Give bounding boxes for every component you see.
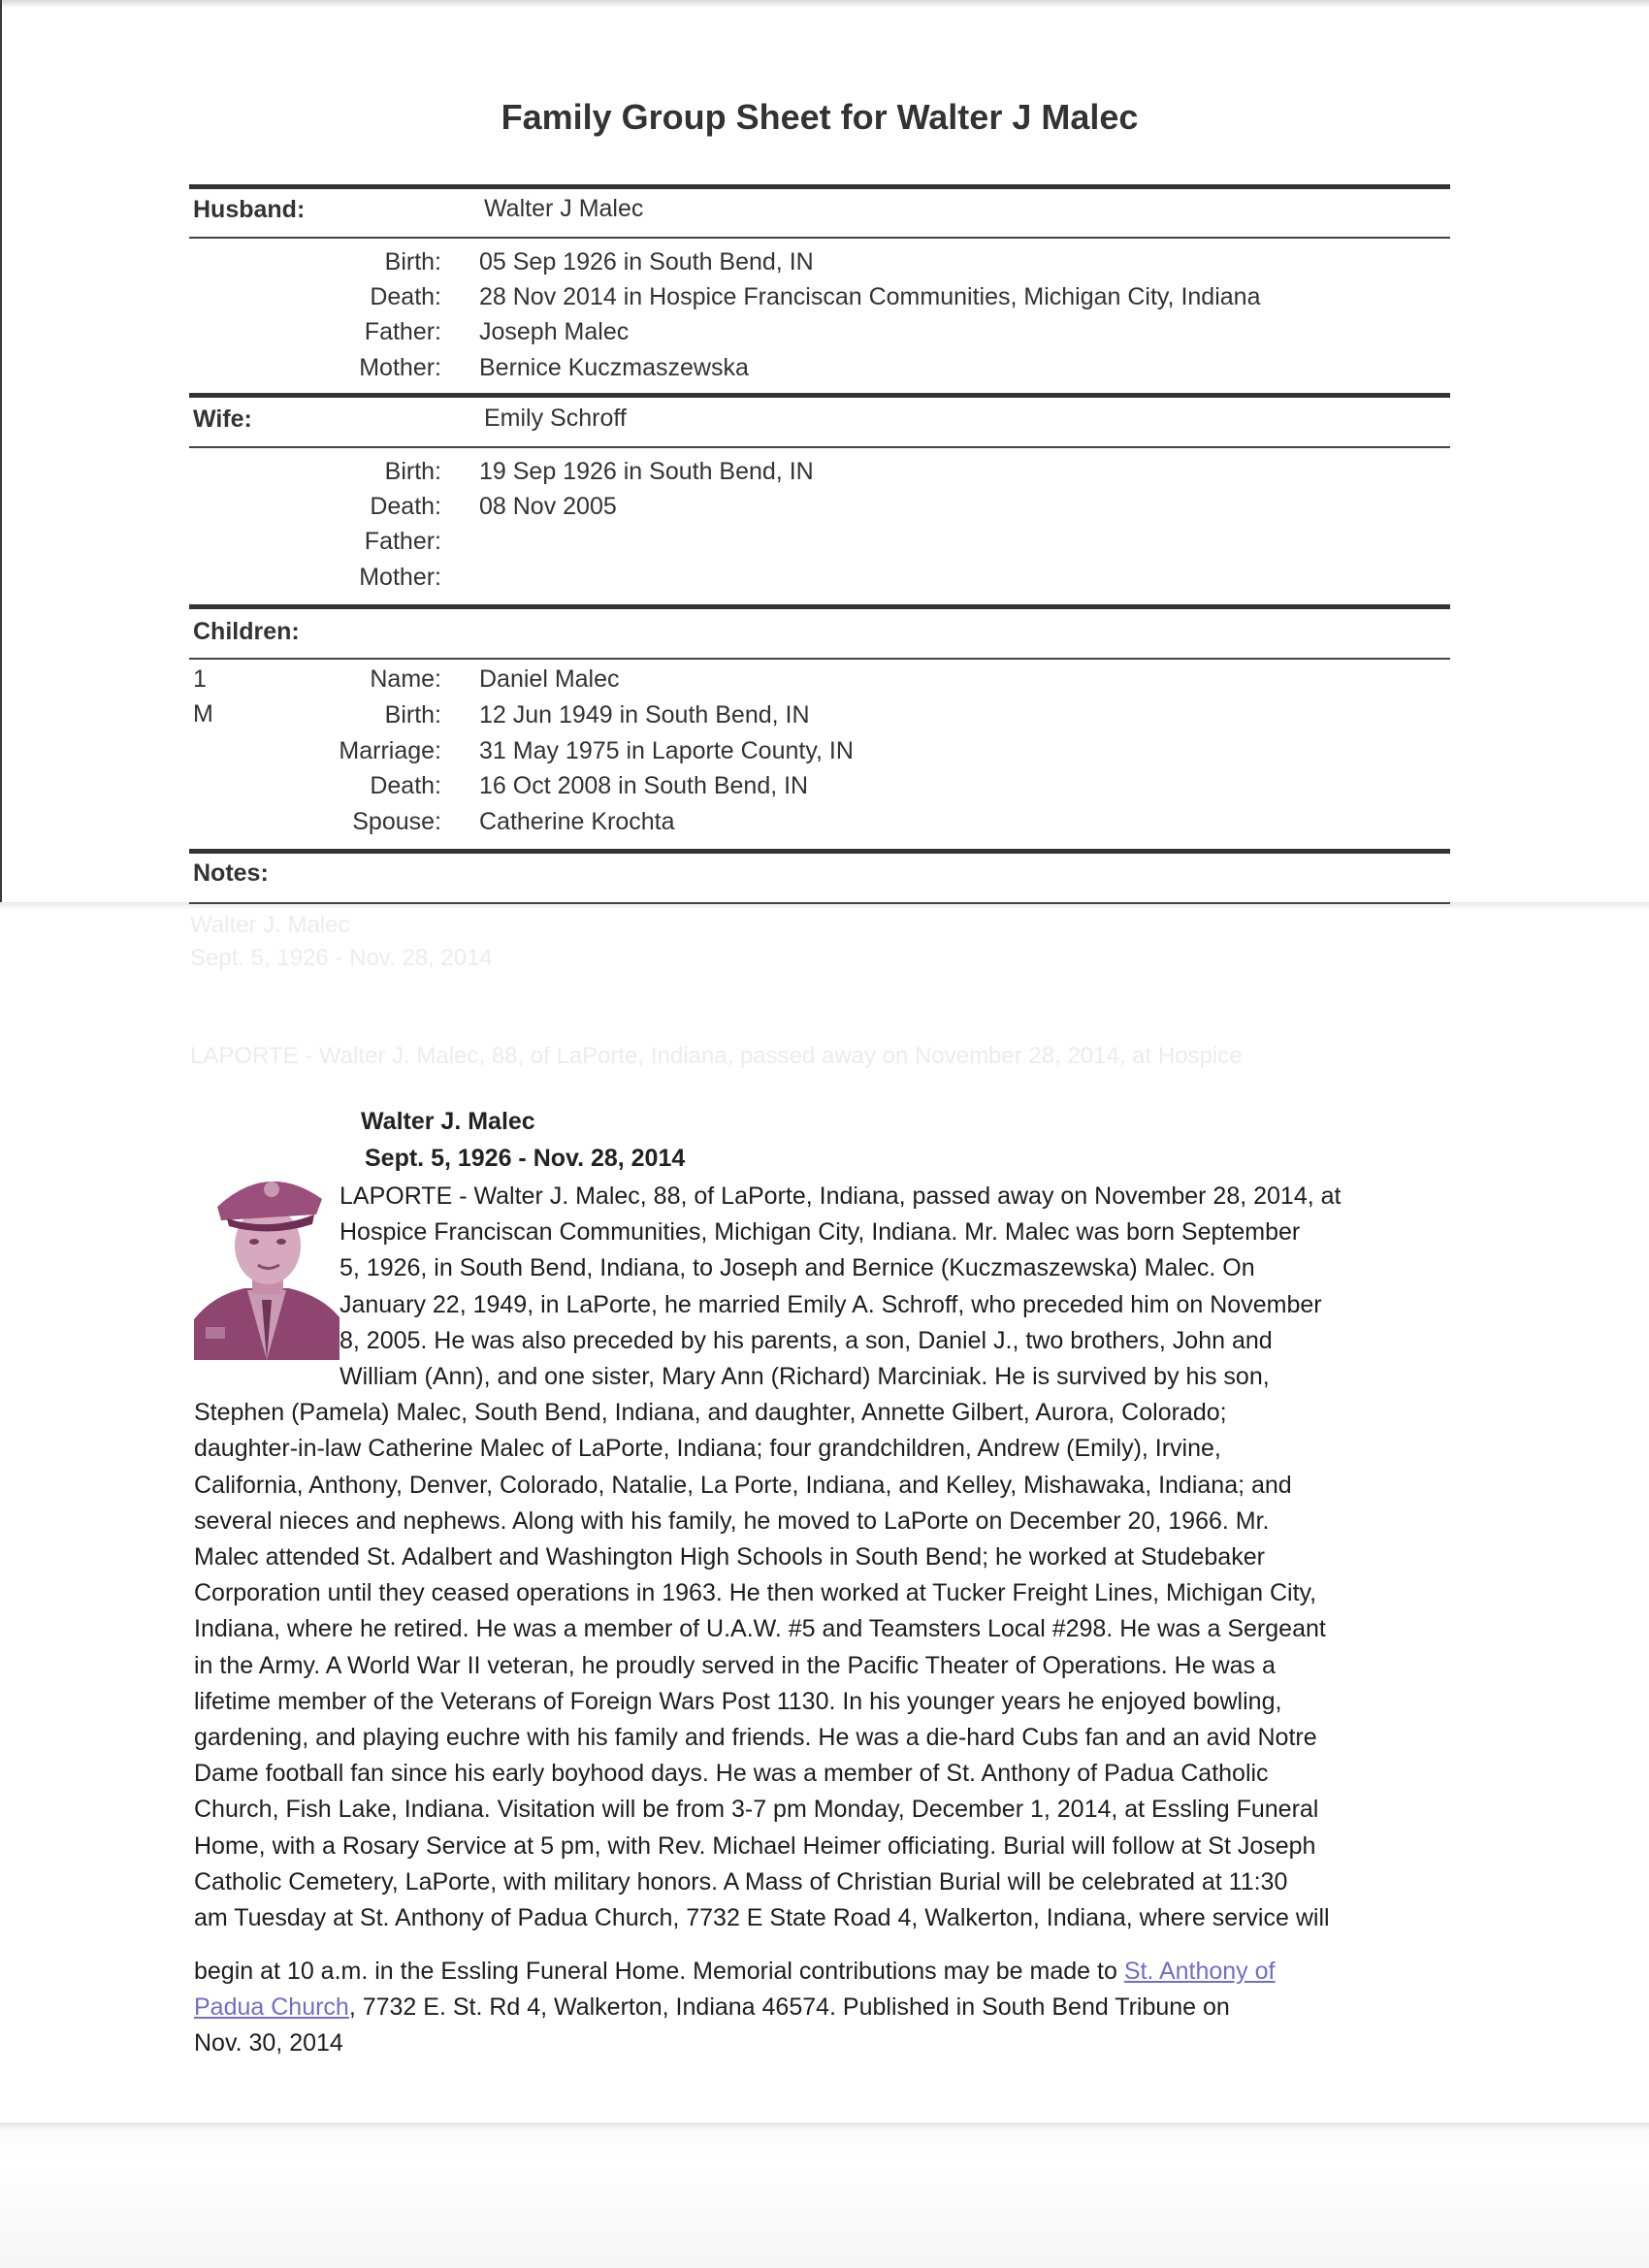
husband-heading: Husband: — [193, 196, 306, 223]
husband-name: Walter J Malec — [484, 195, 644, 222]
obituary-line: lifetime member of the Veterans of Foreign Wars Post 1130. In his younger years he enjoyed bowling, — [194, 1687, 1282, 1715]
child-spouse-label: Spouse: — [352, 808, 441, 835]
obituary-line-link-row2 — [194, 1993, 1230, 2022]
ghost-text-name: Walter J. Malec — [190, 912, 350, 938]
child-death-value: 16 Oct 2008 in South Bend, IN — [479, 772, 809, 799]
obituary-line: Church, Fish Lake, Indiana. Visitation will be from 3-7 pm Monday, December 1, 2014, at Essling Funeral — [194, 1796, 1319, 1824]
obituary-line: gardening, and playing euchre with his family and friends. He was a die-hard Cubs fan and an avid Notre — [194, 1724, 1317, 1751]
page-title: Family Group Sheet for Walter J Malec — [501, 97, 1139, 137]
obituary-line: in the Army. A World War II veteran, he proudly served in the Pacific Theater of Operations. He was a — [194, 1651, 1276, 1679]
obituary-text-after-link: , 7732 E. St. Rd 4, Walkerton, Indiana 46574. Published in South Bend Tribune on — [348, 1993, 1230, 2021]
obituary-line: am Tuesday at St. Anthony of Padua Church, 7732 E State Road 4, Walkerton, Indiana, where service will — [194, 1904, 1330, 1931]
wife-birth-label: Birth: — [384, 458, 441, 485]
church-link-part2[interactable]: Padua Church — [194, 1993, 349, 2021]
obituary-line: Stephen (Pamela) Malec, South Bend, Indiana, and daughter, Annette Gilbert, Aurora, Colorado; — [194, 1399, 1227, 1427]
obituary-line: Hospice Franciscan Communities, Michigan City, Indiana. Mr. Malec was born September — [340, 1218, 1301, 1247]
wife-mother-label: Mother: — [359, 564, 441, 591]
child-death-label: Death: — [370, 772, 441, 799]
husband-father-label: Father: — [364, 318, 441, 345]
obituary-line: several nieces and nephews. Along with his family, he moved to LaPorte on December 20, 1966. Mr. — [194, 1507, 1270, 1535]
notes-heading: Notes: — [193, 859, 269, 887]
obituary-line: Corporation until they ceased operations in 1963. He then worked at Tucker Freight Lines, Michigan City, — [194, 1579, 1317, 1607]
husband-birth-label: Birth: — [384, 248, 441, 275]
child-sex: M — [193, 700, 213, 728]
husband-birth-value: 05 Sep 1926 in South Bend, IN — [479, 248, 814, 275]
wife-heading: Wife: — [193, 405, 252, 433]
obituary-line: January 22, 1949, in LaPorte, he married Emily A. Schroff, who preceded him on November — [340, 1290, 1322, 1318]
ghost-text-body: LAPORTE - Walter J. Malec, 88, of LaPorte, Indiana, passed away on November 28, 2014, at Hospice — [190, 1043, 1243, 1069]
notes-rule-bottom — [189, 902, 1450, 904]
husband-death-value: 28 Nov 2014 in Hospice Franciscan Communities, Michigan City, Indiana — [479, 283, 1261, 310]
obituary-last-line: Nov. 30, 2014 — [194, 2029, 343, 2057]
child-spouse-value: Catherine Krochta — [479, 808, 675, 835]
obituary-line: Home, with a Rosary Service at 5 pm, with Rev. Michael Heimer officiating. Burial will follow at St Joseph — [194, 1831, 1316, 1860]
obituary-line: Catholic Cemetery, LaPorte, with military honors. A Mass of Christian Burial will be celebrated at 11:30 — [194, 1867, 1288, 1895]
wife-death-label: Death: — [370, 493, 441, 520]
child-name-value: Daniel Malec — [479, 665, 620, 693]
ghost-text-dates: Sept. 5, 1926 - Nov. 28, 2014 — [190, 945, 493, 971]
church-link-part1[interactable]: St. Anthony of — [1123, 1958, 1276, 1985]
soldier-portrait-photo — [194, 1164, 340, 1360]
children-rule-bottom — [189, 658, 1450, 660]
obituary-line: LAPORTE - Walter J. Malec, 88, of LaPorte, Indiana, passed away on November 28, 2014, at — [340, 1183, 1342, 1210]
wife-death-value: 08 Nov 2005 — [479, 493, 617, 520]
husband-mother-label: Mother: — [359, 354, 441, 381]
wife-birth-value: 19 Sep 1926 in South Bend, IN — [479, 458, 814, 485]
obituary-line: Malec attended St. Adalbert and Washington High Schools in South Bend; he worked at Studebaker — [194, 1543, 1265, 1571]
obituary-line: Indiana, where he retired. He was a member of U.A.W. #5 and Teamsters Local #298. He was a Sergeant — [194, 1615, 1326, 1643]
obituary-line: California, Anthony, Denver, Colorado, Natalie, La Porte, Indiana, and Kelley, Mishawaka, Indiana; and — [194, 1471, 1292, 1499]
obituary-line: Dame football fan since his early boyhood days. He was a member of St. Anthony of Padua Catholic — [194, 1760, 1269, 1788]
obituary-dates: Sept. 5, 1926 - Nov. 28, 2014 — [365, 1145, 686, 1172]
wife-father-label: Father: — [364, 528, 441, 555]
obituary-line-link-row1 — [194, 1958, 1275, 1986]
notes-rule-top — [189, 849, 1450, 854]
husband-death-label: Death: — [370, 283, 441, 310]
child-marriage-label: Marriage: — [339, 737, 441, 764]
obituary-line: 5, 1926, in South Bend, Indiana, to Joseph and Bernice (Kuczmaszewska) Malec. On — [340, 1254, 1255, 1282]
obituary-line: 8, 2005. He was also preceded by his parents, a son, Daniel J., two brothers, John and — [340, 1326, 1273, 1354]
children-rule-top — [189, 604, 1450, 609]
child-number: 1 — [193, 665, 207, 693]
obituary-text-before-link: begin at 10 a.m. in the Essling Funeral Home. Memorial contributions may be made to — [194, 1958, 1124, 1985]
obituary-line: daughter-in-law Catherine Malec of LaPorte, Indiana; four grandchildren, Andrew (Emily), Irvine, — [194, 1435, 1221, 1463]
child-name-label: Name: — [370, 665, 441, 693]
husband-mother-value: Bernice Kuczmaszewska — [479, 354, 749, 381]
wife-name: Emily Schroff — [484, 405, 627, 432]
husband-rule-bottom — [189, 237, 1450, 239]
obituary-name: Walter J. Malec — [361, 1108, 535, 1135]
scan-top-edge — [0, 0, 1649, 8]
wife-rule-top — [189, 393, 1450, 398]
child-marriage-value: 31 May 1975 in Laporte County, IN — [479, 737, 854, 764]
children-heading: Children: — [193, 618, 300, 645]
wife-rule-bottom — [189, 446, 1450, 448]
child-birth-label: Birth: — [384, 701, 441, 729]
husband-father-value: Joseph Malec — [479, 318, 630, 345]
husband-rule-top — [189, 184, 1450, 189]
scan-bottom-shade — [0, 2122, 1649, 2268]
child-birth-value: 12 Jun 1949 in South Bend, IN — [479, 701, 810, 729]
obituary-line: William (Ann), and one sister, Mary Ann (Richard) Marciniak. He is survived by his son, — [340, 1363, 1270, 1390]
